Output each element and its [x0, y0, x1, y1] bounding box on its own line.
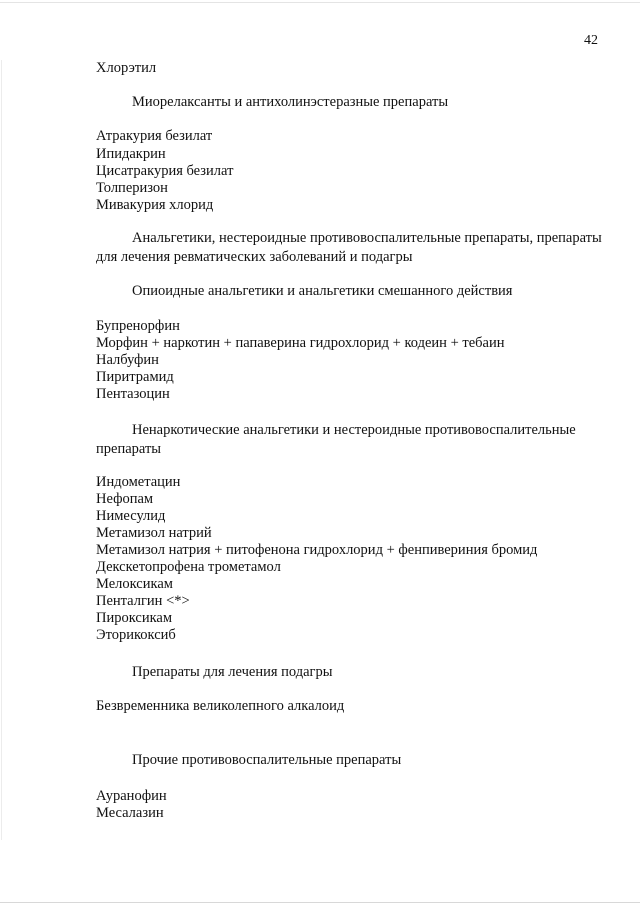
list-item: Пироксикам	[96, 610, 173, 626]
list-item: Мивакурия хлорид	[96, 197, 214, 213]
section-heading: Ненаркотические анальгетики и нестероидные противовоспалительные препараты	[96, 422, 576, 457]
list-item: Пентазоцин	[96, 386, 170, 402]
list-item: Толперизон	[96, 180, 168, 196]
list-item: Безвременника великолепного алкалоид	[96, 698, 345, 714]
list-item: Морфин + наркотин + папаверина гидрохлорид + кодеин + тебаин	[96, 335, 505, 351]
list-item: Индометацин	[96, 474, 181, 490]
list-item: Нимесулид	[96, 508, 166, 524]
scan-edge-top	[0, 2, 640, 3]
list-item: Эторикоксиб	[96, 627, 176, 643]
scan-edge-left	[1, 60, 2, 840]
page-number: 42	[584, 33, 598, 48]
list-item: Декскетопрофена трометамол	[96, 559, 281, 575]
section-heading: Опиоидные анальгетики и анальгетики смешанного действия	[132, 283, 513, 299]
list-item: Налбуфин	[96, 352, 159, 368]
list-item: Пенталгин <*>	[96, 593, 190, 609]
list-item: Атракурия безилат	[96, 128, 213, 144]
list-item: Ипидакрин	[96, 146, 166, 162]
section-heading: Прочие противовоспалительные препараты	[132, 752, 402, 768]
list-item: Метамизол натрий	[96, 525, 212, 541]
list-item: Метамизол натрия + питофенона гидрохлорид + фенпивериния бромид	[96, 542, 538, 558]
section-heading: Препараты для лечения подагры	[132, 664, 333, 680]
list-item: Цисатракурия безилат	[96, 163, 234, 179]
list-item: Пиритрамид	[96, 369, 174, 385]
list-item: Месалазин	[96, 805, 164, 821]
section-heading: Анальгетики, нестероидные противовоспалительные препараты, препараты для лечения ревматических заболеваний и подагры	[96, 230, 602, 265]
scan-edge-bottom	[0, 902, 640, 903]
list-item: Ауранофин	[96, 788, 167, 804]
list-item: Нефопам	[96, 491, 154, 507]
list-item: Хлорэтил	[96, 60, 157, 76]
list-item: Мелоксикам	[96, 576, 173, 592]
list-item: Бупренорфин	[96, 318, 180, 334]
section-heading: Миорелаксанты и антихолинэстеразные препараты	[132, 94, 449, 110]
